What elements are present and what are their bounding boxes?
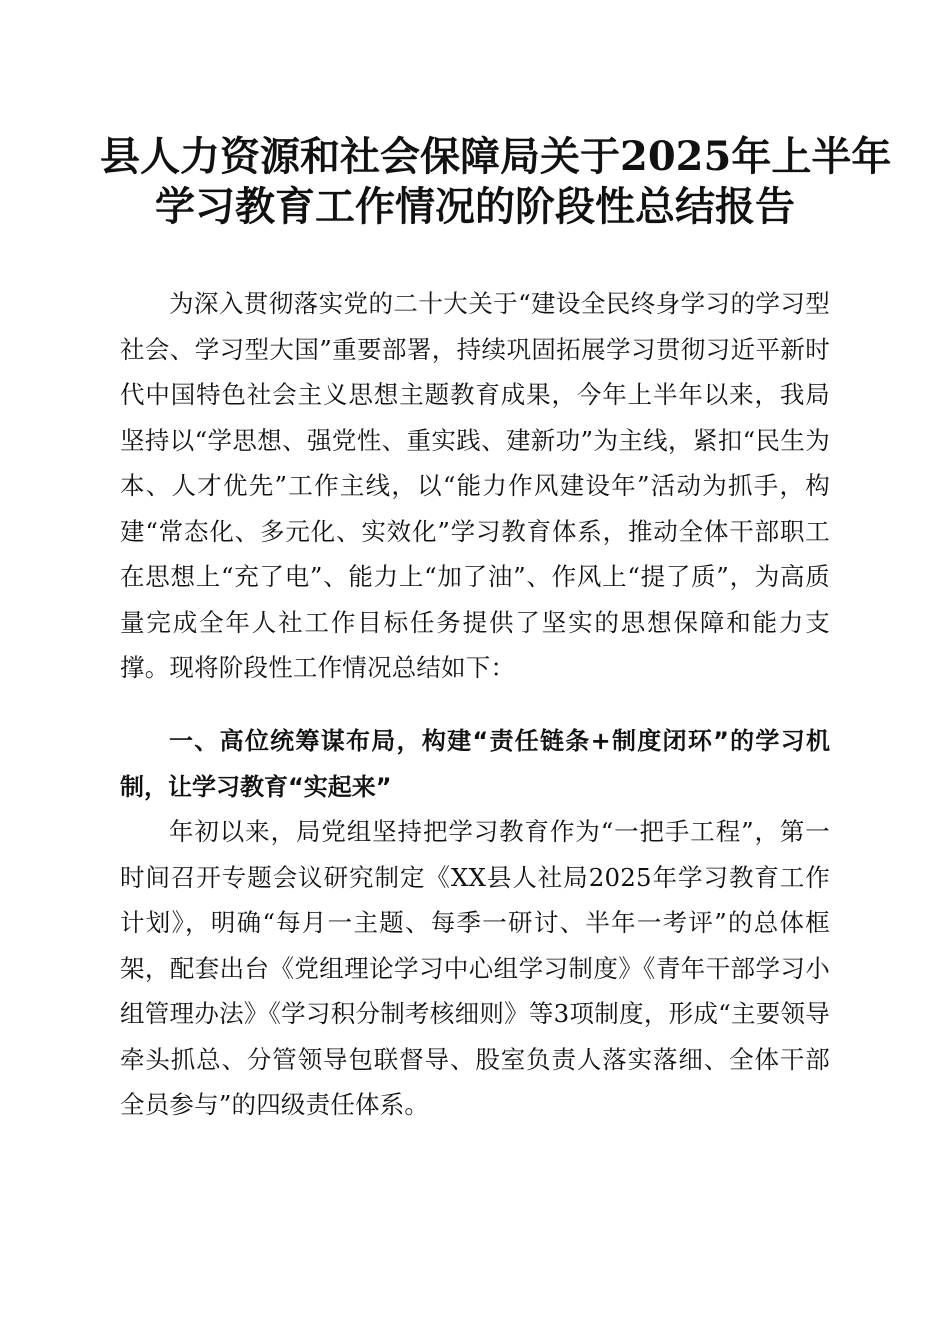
title-line-1: 县人力资源和社会保障局关于2025年上半年 xyxy=(100,133,892,180)
title-line-2: 学习教育工作情况的阶段性总结报告 xyxy=(155,183,795,230)
section-heading-1: 一、高位统筹谋布局，构建“责任链条+制度闭环”的学习机制，让学习教育“实起来” xyxy=(120,727,830,801)
document-title xyxy=(100,132,892,232)
section-1-paragraph: 年初以来，局党组坚持把学习教育作为“一把手工程”，第一时间召开专题会议研究制定《XX县人社局2025年学习教育工作计划》，明确“每月一主题、每季一研讨、半年一考评”的总体框架，配套出台《党组理论学习中心组学习制度》《青年干部学习小组管理办法》《学习积分制考核细则》等3项制度，形成“主要领导牵头抓总、分管领导包联督导、股室负责人落实落细、全体干部全员参与”的四级责任体系。 xyxy=(120,817,830,1119)
intro-paragraph: 为深入贯彻落实党的二十大关于“建设全民终身学习的学习型社会、学习型大国”重要部署，持续巩固拓展学习贯彻习近平新时代中国特色社会主义思想主题教育成果，今年上半年以来，我局坚持以“学思想、强党性、重实践、建新功”为主线，紧扣“民生为本、人才优先”工作主线，以“能力作风建设年”活动为抓手，构建“常态化、多元化、实效化”学习教育体系，推动全体干部职工在思想上“充了电”、能力上“加了油”、作风上“提了质”，为高质量完成全年人社工作目标任务提供了坚实的思想保障和能力支撑。现将阶段性工作情况总结如下： xyxy=(120,289,830,682)
